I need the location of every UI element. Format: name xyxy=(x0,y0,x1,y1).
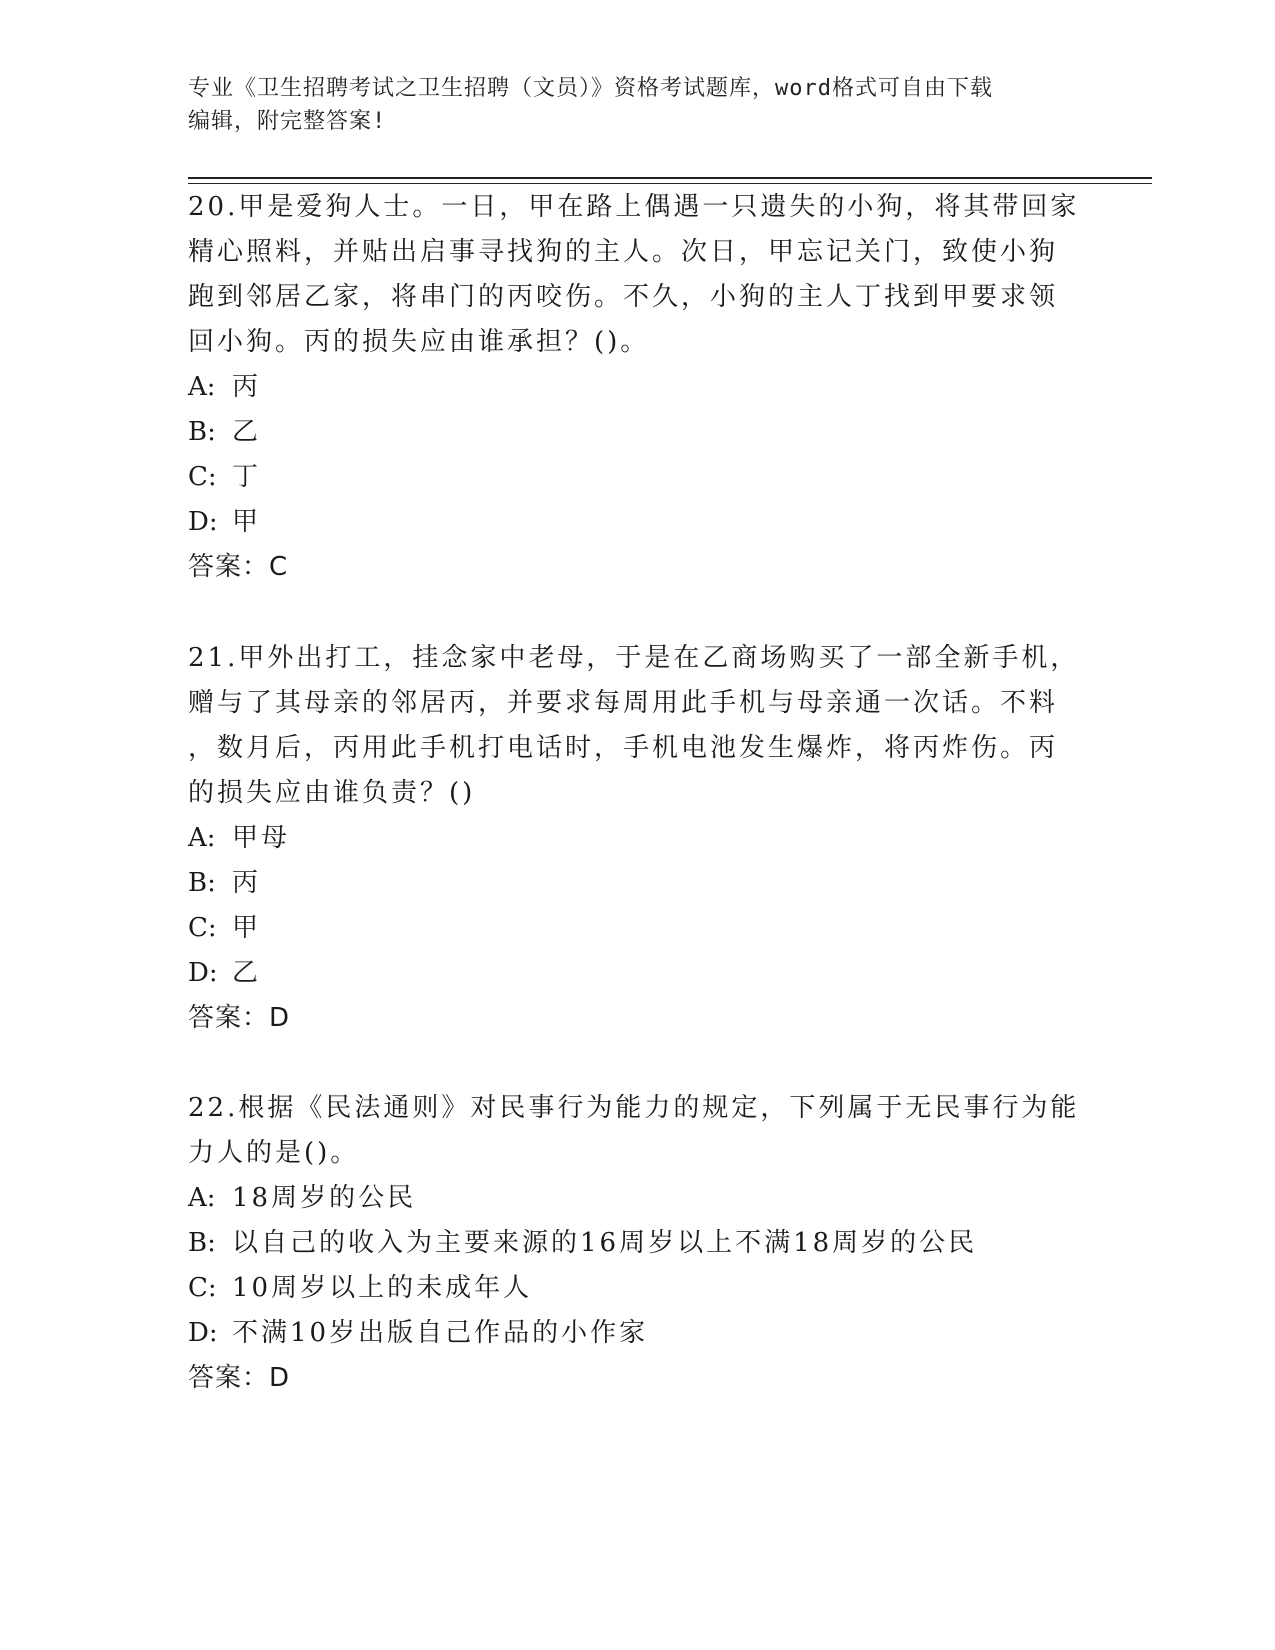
question-stem-line: ，数月后，丙用此手机打电话时，手机电池发生爆炸，将丙炸伤。丙 xyxy=(188,733,1059,763)
header-divider-thick xyxy=(188,177,1152,179)
question-stem-line: 赠与了其母亲的邻居丙，并要求每周用此手机与母亲通一次话。不料 xyxy=(188,688,1059,718)
option-b xyxy=(188,1221,1088,1266)
option-text: 以自己的收入为主要来源的16周岁以上不满18周岁的公民 xyxy=(232,1228,978,1258)
option-a xyxy=(188,1176,1088,1221)
document-header xyxy=(188,72,1088,138)
option-c xyxy=(188,906,1088,951)
option-c xyxy=(188,1266,1088,1311)
option-d xyxy=(188,951,1088,996)
question-stem-line: 的损失应由谁负责？() xyxy=(188,778,476,808)
answer-label: 答案：D xyxy=(188,1363,291,1393)
option-key: D: xyxy=(188,1318,218,1348)
question-stem-line: 21.甲外出打工，挂念家中老母，于是在乙商场购买了一部全新手机， xyxy=(188,643,1080,673)
option-text: 丙 xyxy=(232,372,262,402)
option-key: C: xyxy=(188,913,217,943)
option-key: B: xyxy=(188,868,216,898)
header-line-1: 专业《卫生招聘考试之卫生招聘（文员）》资格考试题库，word格式可自由下载 xyxy=(188,76,993,101)
question-22 xyxy=(188,1086,1088,1401)
question-stem-line: 力人的是()。 xyxy=(188,1138,360,1168)
question-21 xyxy=(188,636,1088,1041)
option-key: D: xyxy=(188,958,218,988)
option-text: 丁 xyxy=(232,462,262,492)
option-key: A: xyxy=(188,823,216,853)
option-key: A: xyxy=(188,1183,216,1213)
option-text: 甲母 xyxy=(232,823,291,853)
answer-label: 答案：D xyxy=(188,1003,291,1033)
option-d xyxy=(188,1311,1088,1356)
option-text: 乙 xyxy=(232,958,262,988)
answer-label: 答案：C xyxy=(188,552,289,582)
question-stem-line: 回小狗。丙的损失应由谁承担？()。 xyxy=(188,327,650,357)
option-d xyxy=(188,500,1088,545)
option-key: C: xyxy=(188,1273,217,1303)
header-divider-thin xyxy=(188,183,1152,184)
option-key: B: xyxy=(188,417,216,447)
option-text: 18周岁的公民 xyxy=(232,1183,417,1213)
option-key: C: xyxy=(188,462,217,492)
option-b xyxy=(188,410,1088,455)
option-b xyxy=(188,861,1088,906)
question-stem-line: 跑到邻居乙家，将串门的丙咬伤。不久，小狗的主人丁找到甲要求领 xyxy=(188,282,1059,312)
option-key: D: xyxy=(188,507,218,537)
option-text: 甲 xyxy=(232,913,262,943)
option-text: 不满10岁出版自己作品的小作家 xyxy=(232,1318,649,1348)
option-text: 10周岁以上的未成年人 xyxy=(232,1273,533,1303)
option-c xyxy=(188,455,1088,500)
option-key: B: xyxy=(188,1228,216,1258)
option-text: 甲 xyxy=(232,507,262,537)
question-stem-line: 20.甲是爱狗人士。一日，甲在路上偶遇一只遗失的小狗，将其带回家 xyxy=(188,192,1080,222)
option-a xyxy=(188,816,1088,861)
header-line-2: 编辑，附完整答案! xyxy=(188,109,387,134)
question-stem-line: 精心照料，并贴出启事寻找狗的主人。次日，甲忘记关门，致使小狗 xyxy=(188,237,1059,267)
question-stem-line: 22.根据《民法通则》对民事行为能力的规定，下列属于无民事行为能 xyxy=(188,1093,1080,1123)
option-text: 乙 xyxy=(232,417,262,447)
option-text: 丙 xyxy=(232,868,262,898)
option-a xyxy=(188,365,1088,410)
question-20 xyxy=(188,185,1088,590)
option-key: A: xyxy=(188,372,216,402)
